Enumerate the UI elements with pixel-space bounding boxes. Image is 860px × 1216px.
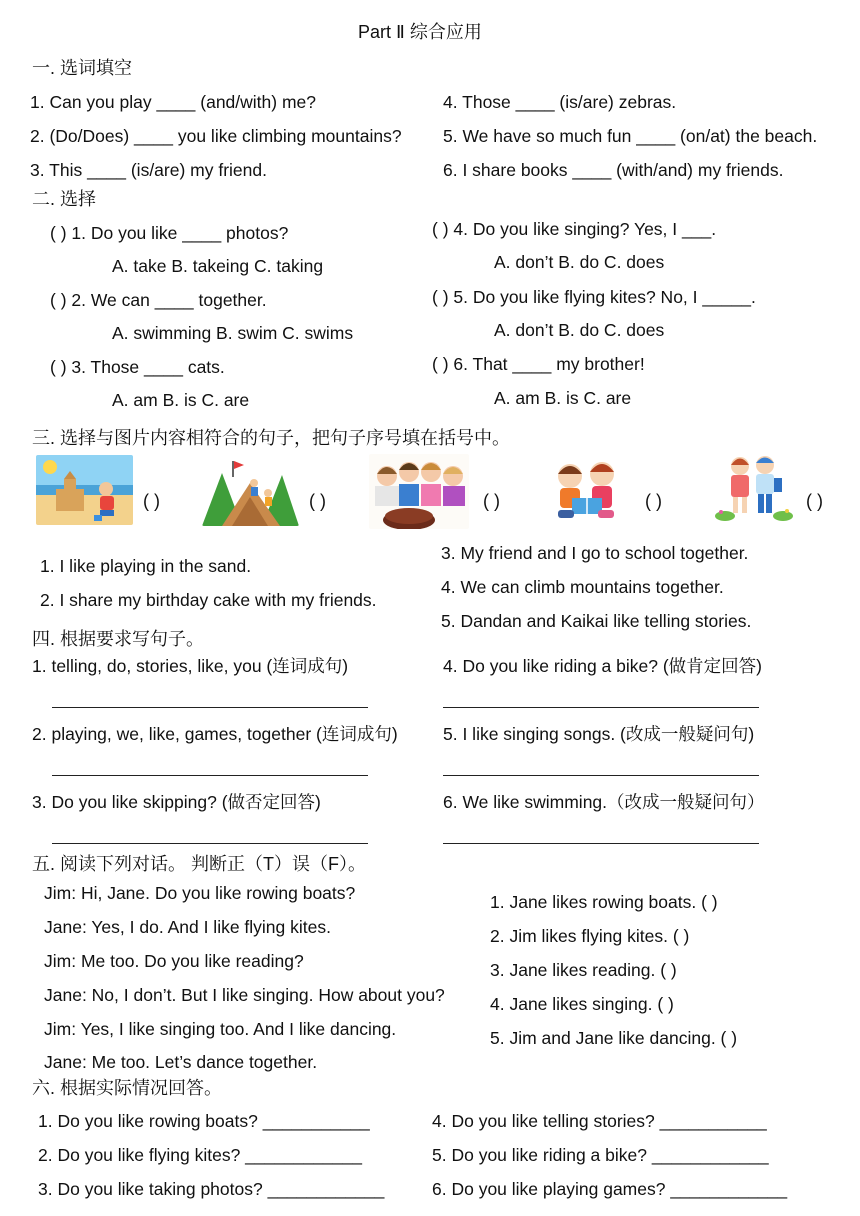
s1-question-2: 2. (Do/Does) ____ you like climbing mountains? <box>30 126 402 146</box>
s4-answer-line-2[interactable] <box>52 775 368 776</box>
dialog-line-5: Jim: Yes, I like singing too. And I like dancing. <box>44 1019 397 1039</box>
dialog-line-3: Jim: Me too. Do you like reading? <box>44 951 304 971</box>
s2-options-5: A. don’t B. do C. does <box>494 320 665 340</box>
s2-options-3: A. am B. is C. are <box>112 390 250 410</box>
s3-sentence-5: 5. Dandan and Kaikai like telling stories. <box>441 611 752 631</box>
judge-statement-4: 4. Jane likes singing. ( ) <box>490 994 674 1014</box>
judge-statement-1: 1. Jane likes rowing boats. ( ) <box>490 892 718 912</box>
bracket-4[interactable]: ( ) <box>645 491 662 511</box>
bracket-3[interactable]: ( ) <box>483 491 500 511</box>
s4-answer-line-1[interactable] <box>52 707 368 708</box>
s4-task-1: 1. telling, do, stories, like, you (连词成句) <box>32 656 349 676</box>
section-5-heading: 五. 阅读下列对话。 判断正（T）误（F）。 <box>32 854 366 874</box>
s2-options-6: A. am B. is C. are <box>494 388 632 408</box>
s4-answer-line-5[interactable] <box>443 775 759 776</box>
s2-question-4: ( ) 4. Do you like singing? Yes, I ___. <box>432 219 717 239</box>
s4-task-4: 4. Do you like riding a bike? (做肯定回答) <box>443 656 762 676</box>
judge-statement-3: 3. Jane likes reading. ( ) <box>490 960 677 980</box>
section-2-heading: 二. 选择 <box>32 189 97 209</box>
s4-task-6: 6. We like swimming.（改成一般疑问句） <box>443 792 765 812</box>
s2-options-4: A. don’t B. do C. does <box>494 252 665 272</box>
storytelling-picture <box>548 458 626 524</box>
section-4-heading: 四. 根据要求写句子。 <box>32 629 205 649</box>
school-friends-picture <box>713 452 793 525</box>
s6-question-2: 2. Do you like flying kites? ____________ <box>38 1145 362 1165</box>
s6-question-4: 4. Do you like telling stories? ___________ <box>432 1111 767 1131</box>
s6-question-5: 5. Do you like riding a bike? ____________ <box>432 1145 769 1165</box>
s1-question-5: 5. We have so much fun ____ (on/at) the beach. <box>443 126 818 146</box>
s2-question-6: ( ) 6. That ____ my brother! <box>432 354 645 374</box>
judge-statement-2: 2. Jim likes flying kites. ( ) <box>490 926 690 946</box>
s3-sentence-3: 3. My friend and I go to school together. <box>441 543 749 563</box>
s4-task-2: 2. playing, we, like, games, together (连词成句) <box>32 724 398 744</box>
s1-question-1: 1. Can you play ____ (and/with) me? <box>30 92 316 112</box>
s2-question-1: ( ) 1. Do you like ____ photos? <box>50 223 289 243</box>
s2-question-5: ( ) 5. Do you like flying kites? No, I _____. <box>432 287 756 307</box>
s1-question-4: 4. Those ____ (is/are) zebras. <box>443 92 677 112</box>
dialog-line-2: Jane: Yes, I do. And I like flying kites. <box>44 917 331 937</box>
judge-statement-5: 5. Jim and Jane like dancing. ( ) <box>490 1028 738 1048</box>
section-1-heading: 一. 选词填空 <box>32 58 133 78</box>
s1-question-6: 6. I share books ____ (with/and) my friends. <box>443 160 784 180</box>
s6-question-3: 3. Do you like taking photos? ____________ <box>38 1179 385 1199</box>
s2-question-3: ( ) 3. Those ____ cats. <box>50 357 225 377</box>
section-3-heading: 三. 选择与图片内容相符合的句子，把句子序号填在括号中。 <box>32 428 510 448</box>
s3-sentence-4: 4. We can climb mountains together. <box>441 577 724 597</box>
s4-task-5: 5. I like singing songs. (改成一般疑问句) <box>443 724 755 744</box>
s1-question-3: 3. This ____ (is/are) my friend. <box>30 160 267 180</box>
dialog-line-6: Jane: Me too. Let’s dance together. <box>44 1052 318 1072</box>
dialog-line-1: Jim: Hi, Jane. Do you like rowing boats? <box>44 883 356 903</box>
bracket-2[interactable]: ( ) <box>309 491 326 511</box>
dialog-line-4: Jane: No, I don’t. But I like singing. How about you? <box>44 985 445 1005</box>
s3-sentence-1: 1. I like playing in the sand. <box>40 556 252 576</box>
s2-options-1: A. take B. takeing C. taking <box>112 256 324 276</box>
mountain-picture <box>202 453 299 526</box>
s4-answer-line-6[interactable] <box>443 843 759 844</box>
section-6-heading: 六. 根据实际情况回答。 <box>32 1078 223 1098</box>
sandcastle-picture <box>36 455 133 525</box>
s4-task-3: 3. Do you like skipping? (做否定回答) <box>32 792 321 812</box>
bracket-5[interactable]: ( ) <box>806 491 823 511</box>
s2-options-2: A. swimming B. swim C. swims <box>112 323 354 343</box>
birthday-cake-picture <box>369 454 469 529</box>
s6-question-1: 1. Do you like rowing boats? ___________ <box>38 1111 370 1131</box>
s4-answer-line-3[interactable] <box>52 843 368 844</box>
s4-answer-line-4[interactable] <box>443 707 759 708</box>
page-title: Part Ⅱ 综合应用 <box>358 22 482 42</box>
s6-question-6: 6. Do you like playing games? ____________ <box>432 1179 788 1199</box>
s3-sentence-2: 2. I share my birthday cake with my friends. <box>40 590 377 610</box>
s2-question-2: ( ) 2. We can ____ together. <box>50 290 267 310</box>
bracket-1[interactable]: ( ) <box>143 491 160 511</box>
